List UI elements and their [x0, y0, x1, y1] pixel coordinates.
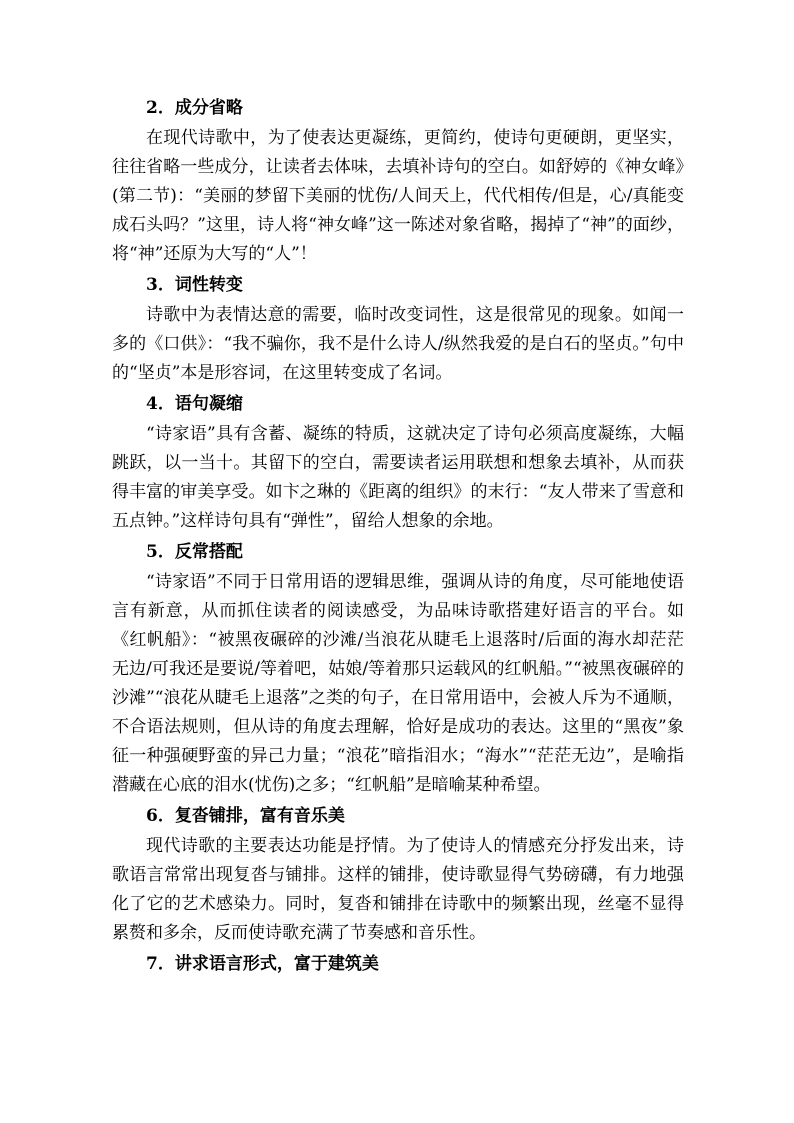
section-paragraph: 现代诗歌的主要表达功能是抒情。为了使诗人的情感充分抒发出来，诗歌语言常常出现复沓与铺排。这样的铺排，使诗歌显得气势磅礴，有力地强化了它的艺术感染力。同时，复沓和铺排在诗歌中的频繁出现，丝毫不显得累赘和多余，反而使诗歌充满了节奏感和音乐性。	[112, 836, 684, 943]
section-heading: 4．语句凝缩	[146, 394, 243, 414]
section-heading: 7．讲求语言形式，富于建筑美	[146, 954, 379, 974]
document-body	[112, 92, 684, 980]
section-heading: 3．词性转变	[146, 275, 243, 295]
section-heading: 5．反常搭配	[146, 542, 243, 562]
section-paragraph: “诗家语”不同于日常用语的逻辑思维，强调从诗的角度，尽可能地使语言有新意，从而抓住读者的阅读感受，为品味诗歌搭建好语言的平台。如《红帆船》：“被黑夜碾碎的沙滩/当浪花从睫毛上退落时/后面的海水却茫茫无边/可我还是要说/等着吧，姑娘/等着那只运载风的红帆船。”“被黑夜碾碎的沙滩”“浪花从睫毛上退落”之类的句子，在日常用语中，会被人斥为不通顺，不合语法规则，但从诗的角度去理解，恰好是成功的表达。这里的“黑夜”象征一种强硬野蛮的异己力量；“浪花”暗指泪水；“海水”“茫茫无边”，是喻指潜藏在心底的泪水(忧伤)之多；“红帆船”是暗喻某种希望。	[112, 572, 684, 795]
section-3	[112, 269, 684, 388]
section-paragraph: 在现代诗歌中，为了使表达更凝练，更简约，使诗句更硬朗，更坚实，往往省略一些成分，让读者去体味，去填补诗句的空白。如舒婷的《神女峰》(第二节)：“美丽的梦留下美丽的忧伤/人间天上，代代相传/但是，心/真能变成石头吗？”这里，诗人将“神女峰”这一陈述对象省略，揭掉了“神”的面纱，将“神”还原为大写的“人”！	[112, 128, 684, 264]
section-paragraph: “诗家语”具有含蓄、凝练的特质，这就决定了诗句必须高度凝练，大幅跳跃，以一当十。其留下的空白，需要读者运用联想和想象去填补，从而获得丰富的审美享受。如卞之琳的《距离的组织》的末行：“友人带来了雪意和五点钟。”这样诗句具有“弹性”，留给人想象的余地。	[112, 424, 684, 531]
section-heading: 2．成分省略	[146, 98, 243, 118]
section-7	[112, 948, 684, 980]
section-6	[112, 800, 684, 948]
section-2	[112, 92, 684, 269]
section-4	[112, 388, 684, 536]
section-paragraph: 诗歌中为表情达意的需要，临时改变词性，这是很常见的现象。如闻一多的《口供》：“我不骗你，我不是什么诗人/纵然我爱的是白石的坚贞。”句中的“坚贞”本是形容词，在这里转变成了名词。	[112, 305, 684, 383]
section-heading: 6．复沓铺排，富有音乐美	[146, 806, 345, 826]
section-5	[112, 536, 684, 800]
